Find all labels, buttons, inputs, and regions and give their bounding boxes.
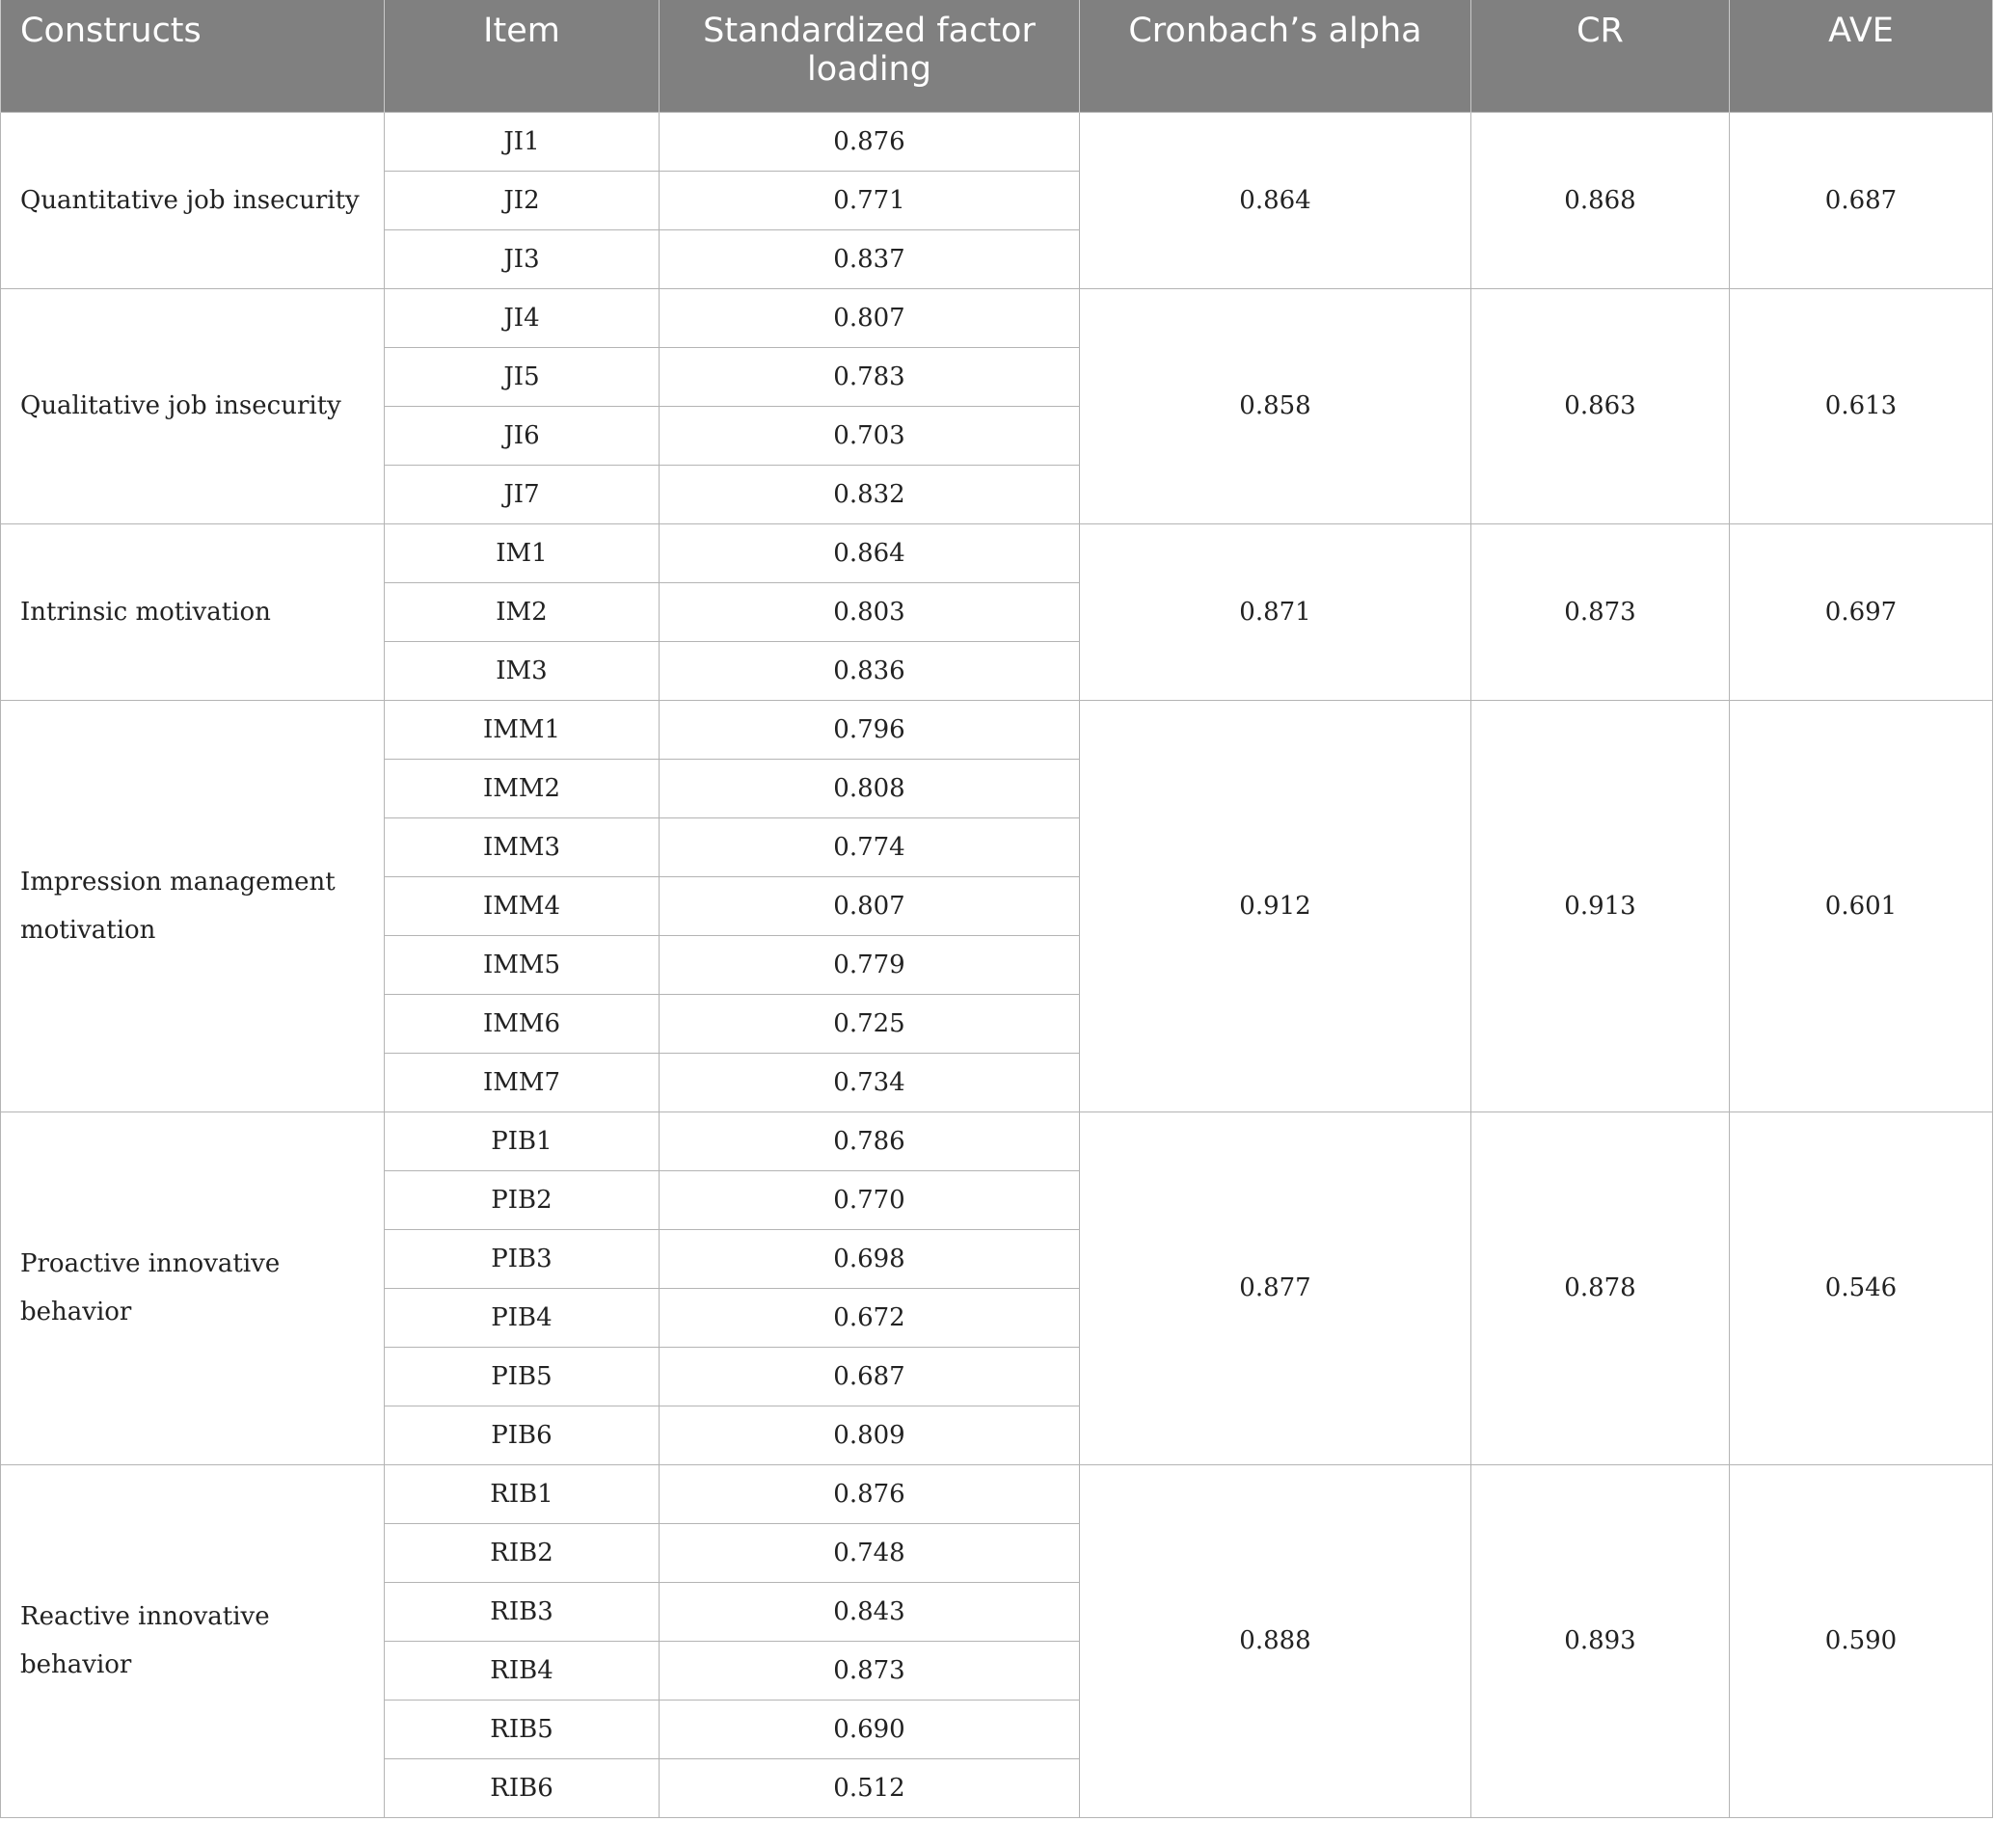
item-cell: IM1 — [385, 523, 660, 582]
header-factor-loading: Standardized factor loading — [660, 0, 1080, 112]
item-cell: RIB6 — [385, 1758, 660, 1817]
alpha-cell: 0.877 — [1080, 1111, 1471, 1464]
item-cell: PIB1 — [385, 1111, 660, 1170]
cr-cell: 0.878 — [1471, 1111, 1730, 1464]
table-body — [1, 112, 1993, 1817]
item-cell: PIB3 — [385, 1229, 660, 1288]
ave-cell: 0.590 — [1730, 1464, 1993, 1817]
item-cell: RIB3 — [385, 1582, 660, 1641]
alpha-cell: 0.871 — [1080, 523, 1471, 700]
item-cell: IM2 — [385, 582, 660, 641]
item-cell: IMM1 — [385, 700, 660, 759]
item-cell: RIB4 — [385, 1641, 660, 1700]
header-ave: AVE — [1730, 0, 1993, 112]
header-cr: CR — [1471, 0, 1730, 112]
loading-cell: 0.803 — [660, 582, 1080, 641]
loading-cell: 0.876 — [660, 1464, 1080, 1523]
header-constructs: Constructs — [1, 0, 385, 112]
loading-cell: 0.783 — [660, 347, 1080, 406]
item-cell: JI3 — [385, 229, 660, 288]
item-cell: IMM5 — [385, 935, 660, 994]
item-cell: PIB2 — [385, 1170, 660, 1229]
loading-cell: 0.807 — [660, 288, 1080, 347]
alpha-cell: 0.912 — [1080, 700, 1471, 1111]
loading-cell: 0.779 — [660, 935, 1080, 994]
loading-cell: 0.873 — [660, 1641, 1080, 1700]
alpha-cell: 0.864 — [1080, 112, 1471, 288]
loading-cell: 0.672 — [660, 1288, 1080, 1347]
loading-cell: 0.770 — [660, 1170, 1080, 1229]
ave-cell: 0.613 — [1730, 288, 1993, 523]
item-cell: IMM4 — [385, 876, 660, 935]
ave-cell: 0.601 — [1730, 700, 1993, 1111]
loading-cell: 0.687 — [660, 1347, 1080, 1406]
item-cell: JI7 — [385, 465, 660, 523]
loading-cell: 0.837 — [660, 229, 1080, 288]
loading-cell: 0.771 — [660, 171, 1080, 229]
item-cell: JI6 — [385, 406, 660, 465]
table-row — [1, 700, 1993, 759]
item-cell: IMM3 — [385, 817, 660, 876]
item-cell: JI4 — [385, 288, 660, 347]
construct-cell: Proactive innovative behavior — [1, 1111, 385, 1464]
item-cell: PIB6 — [385, 1406, 660, 1464]
loading-cell: 0.864 — [660, 523, 1080, 582]
table-row — [1, 288, 1993, 347]
construct-cell: Impression management motivation — [1, 700, 385, 1111]
ave-cell: 0.697 — [1730, 523, 1993, 700]
item-cell: IMM7 — [385, 1053, 660, 1111]
loading-cell: 0.786 — [660, 1111, 1080, 1170]
header-item: Item — [385, 0, 660, 112]
item-cell: RIB2 — [385, 1523, 660, 1582]
cr-cell: 0.893 — [1471, 1464, 1730, 1817]
cr-cell: 0.863 — [1471, 288, 1730, 523]
construct-cell: Intrinsic motivation — [1, 523, 385, 700]
loading-cell: 0.832 — [660, 465, 1080, 523]
item-cell: JI5 — [385, 347, 660, 406]
loading-cell: 0.703 — [660, 406, 1080, 465]
loading-cell: 0.809 — [660, 1406, 1080, 1464]
table-header — [1, 0, 1993, 112]
loading-cell: 0.774 — [660, 817, 1080, 876]
loading-cell: 0.808 — [660, 759, 1080, 817]
cr-cell: 0.913 — [1471, 700, 1730, 1111]
item-cell: IMM2 — [385, 759, 660, 817]
construct-cell: Qualitative job insecurity — [1, 288, 385, 523]
loading-cell: 0.748 — [660, 1523, 1080, 1582]
item-cell: RIB1 — [385, 1464, 660, 1523]
item-cell: PIB5 — [385, 1347, 660, 1406]
alpha-cell: 0.888 — [1080, 1464, 1471, 1817]
loading-cell: 0.796 — [660, 700, 1080, 759]
ave-cell: 0.546 — [1730, 1111, 1993, 1464]
loading-cell: 0.876 — [660, 112, 1080, 171]
item-cell: IMM6 — [385, 994, 660, 1053]
header-cronbach-alpha: Cronbach’s alpha — [1080, 0, 1471, 112]
cr-cell: 0.873 — [1471, 523, 1730, 700]
table-row — [1, 1111, 1993, 1170]
cr-cell: 0.868 — [1471, 112, 1730, 288]
header-row — [1, 0, 1993, 112]
item-cell: JI1 — [385, 112, 660, 171]
item-cell: IM3 — [385, 641, 660, 700]
item-cell: PIB4 — [385, 1288, 660, 1347]
construct-cell: Quantitative job insecurity — [1, 112, 385, 288]
loading-cell: 0.836 — [660, 641, 1080, 700]
item-cell: JI2 — [385, 171, 660, 229]
loading-cell: 0.734 — [660, 1053, 1080, 1111]
alpha-cell: 0.858 — [1080, 288, 1471, 523]
loading-cell: 0.725 — [660, 994, 1080, 1053]
item-cell: RIB5 — [385, 1700, 660, 1758]
ave-cell: 0.687 — [1730, 112, 1993, 288]
loading-cell: 0.512 — [660, 1758, 1080, 1817]
construct-cell: Reactive innovative behavior — [1, 1464, 385, 1817]
table-row — [1, 523, 1993, 582]
loading-cell: 0.843 — [660, 1582, 1080, 1641]
table-row — [1, 112, 1993, 171]
loading-cell: 0.698 — [660, 1229, 1080, 1288]
table-row — [1, 1464, 1993, 1523]
loading-cell: 0.690 — [660, 1700, 1080, 1758]
loading-cell: 0.807 — [660, 876, 1080, 935]
